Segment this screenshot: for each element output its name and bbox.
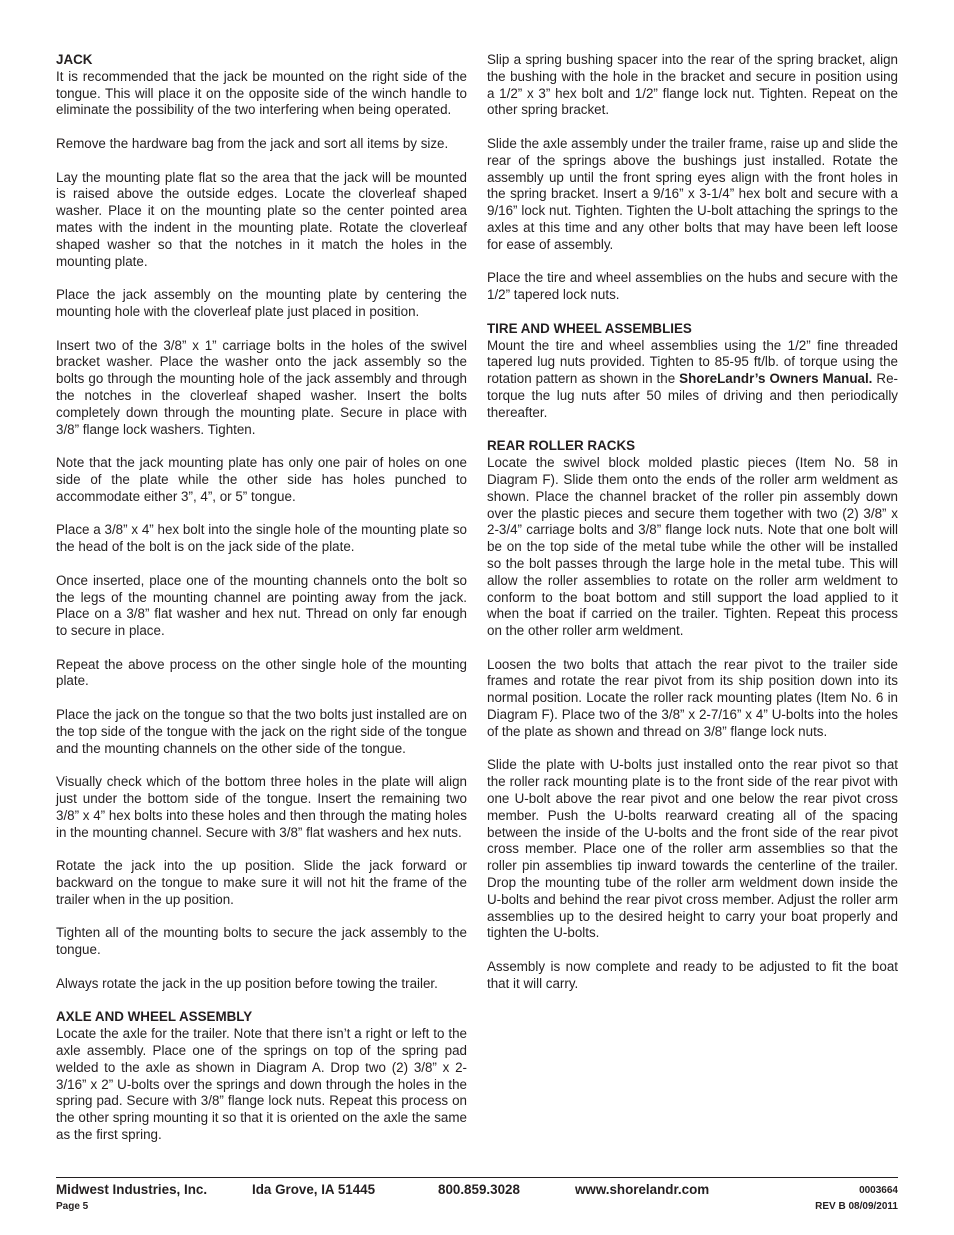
- section-rear-roller-racks: [487, 438, 898, 992]
- footer-revision: REV B 08/09/2011: [815, 1201, 898, 1212]
- paragraph: Loosen the two bolts that attach the rear pivot to the trailer side frames and rotate the rear pivot from its ship position down into its normal position. Locate the roller rack mounting plates (Item No. 6 in Diagram F). Place two of the 3/8” x 2-7/16” x 4” U-bolts into the holes of the plate as shown and thread on 3/8” flange lock nuts.: [487, 656, 898, 739]
- paragraph: Once inserted, place one of the mounting channels onto the bolt so the legs of the mounting channel are pointing away from the jack. Place on a 3/8” flat washer and hex nut. Thread on only far enough to secure in place.: [56, 572, 467, 639]
- paragraph: Rotate the jack into the up position. Slide the jack forward or backward on the tongue to make sure it will not hit the frame of the trailer when in the up position.: [56, 858, 467, 907]
- paragraph: Always rotate the jack in the up position before towing the trailer.: [56, 975, 438, 991]
- section-heading: JACK: [56, 52, 93, 67]
- paragraph: It is recommended that the jack be mounted on the right side of the tongue. This will place it on the opposite side of the winch handle to eliminate the possibility of the two interfering when being operated.: [56, 68, 467, 118]
- paragraph: Mount the tire and wheel assemblies using the 1/2” fine threaded tapered lug nuts provided. Tighten to 85-95 ft/lb. of torque using the rotation pattern as shown in the ShoreLandr’s Owners Manual. Re-torque the lug nuts after 50 miles of driving and then periodically thereafter.: [487, 337, 898, 420]
- footer-divider: [56, 1177, 898, 1178]
- paragraph: Assembly is now complete and ready to be adjusted to fit the boat that it will carry.: [487, 959, 898, 991]
- section-heading: TIRE AND WHEEL ASSEMBLIES: [487, 320, 692, 336]
- paragraph: Tighten all of the mounting bolts to secure the jack assembly to the tongue.: [56, 925, 467, 958]
- footer-location: Ida Grove, IA 51445: [252, 1182, 376, 1197]
- paragraph: Insert two of the 3/8” x 1” carriage bolts in the holes of the swivel bracket washer. Place the washer onto the jack assembly so the bolts go through the mounting hole of the jack assembly and through the notches in the cloverleaf shaped washer. Insert the bolts completely down through the mounting plate. Secure in place with 3/8” flange lock washers. Tighten.: [56, 337, 467, 437]
- left-column: [56, 52, 467, 1161]
- paragraph: Locate the axle for the trailer. Note that there isn’t a right or left to the axle assembly. Place one of the springs on top of the spring pad welded to the axle as shown in Diagram A. Drop two (2) 3/8” x 2-3/16” x 2” U-bolts over the springs and down through the holes in the spring pad. Secure with 3/8” flange lock nuts. Repeat this process on the other spring mounting it so that it is oriented on the axle the same as the first spring.: [56, 1026, 467, 1142]
- paragraph: Note that the jack mounting plate has only one pair of holes on one side of the plate while the other side has holes punched to accommodate either 3”, 4”, or 5” tongue.: [56, 455, 467, 504]
- manual-reference: ShoreLandr’s Owners Manual.: [679, 371, 873, 387]
- section-axle-and-wheel-assembly: [56, 1009, 467, 1143]
- footer-part-number: 0003664: [859, 1185, 898, 1196]
- paragraph: Slip a spring bushing spacer into the rear of the spring bracket, align the bushing with the hole in the bracket and secure in position using a 1/2” x 3” hex bolt and 1/2” flange lock nut. Tighten. Repeat on the other spring bracket.: [487, 52, 898, 118]
- paragraph: Slide the plate with U-bolts just installed onto the rear pivot so that the roller rack mounting plate is to the front side of the rear pivot with one U-bolt above the rear pivot and one below the rear pivot cross member. Push the U-bolts rearward creating all of the spacing between the inside of the U-bolts and the front side of the rear pivot cross member. Place one of the roller arm assemblies so that the roller pin assemblies tip inward towards the centerline of the trailer. Drop the mounting tube of the roller arm weldment down inside the U-bolts and behind the rear pivot cross member. Adjust the roller arm assemblies up to the desired height to carry your boat properly and tighten the U-bolts.: [487, 757, 898, 941]
- paragraph: Slide the axle assembly under the trailer frame, raise up and slide the rear of the springs above the bushings just installed. Rotate the assembly up until the front spring eyes align with the front holes in the spring bracket. Insert a 9/16” x 3-1/4” hex bolt and secure with a 9/16” lock nut. Tighten. Tighten the U-bolt attaching the springs to the axles at this time and any other bolts that may have been left loose for ease of assembly.: [487, 135, 898, 252]
- section-jack: [56, 52, 467, 993]
- paragraph: Visually check which of the bottom three holes in the plate will align just under the bottom side of the tongue. Insert the remaining two 3/8” x 4” hex bolts into these holes and then through the mating holes in the mounting channel. Secure with 3/8” flat washers and hex nuts.: [56, 774, 467, 840]
- footer-meta-row: [56, 1201, 898, 1215]
- paragraph: Place the jack on the tongue so that the two bolts just installed are on the top side of the tongue with the jack on the right side of the tongue and the mounting channels on the other side of the tongue.: [56, 707, 467, 756]
- paragraph: Locate the swivel block molded plastic pieces (Item No. 58 in Diagram F). Slide them onto the ends of the roller arm weldment as shown. Place the channel bracket of the roller pin assembly down over the plastic pieces and secure them together with two (2) 3/8” x 2-3/4” carriage bolts and 3/8” flange lock nuts. Note that one bolt will be on the top side of the metal tube while the other will be installed so the bolt passes through the large hole in the metal tube. This will allow the roller assemblies to rotate on the roller arm weldment to conform to the boat bottom and still support the load applied to it when the boat if carried on the trailer. Tighten. Repeat this process on the other roller arm weldment.: [487, 455, 898, 639]
- section-heading: REAR ROLLER RACKS: [487, 438, 636, 454]
- footer-contact-row: [56, 1182, 898, 1200]
- right-column: [487, 52, 898, 1009]
- paragraph: Remove the hardware bag from the jack and sort all items by size.: [56, 135, 449, 151]
- paragraph: Repeat the above process on the other single hole of the mounting plate.: [56, 656, 467, 689]
- footer-company: Midwest Industries, Inc.: [56, 1182, 208, 1197]
- paragraph: Place the tire and wheel assemblies on the hubs and secure with the 1/2” tapered lock nuts.: [487, 270, 898, 303]
- footer-phone: 800.859.3028: [438, 1182, 520, 1197]
- paragraph: Lay the mounting plate flat so the area that the jack will be mounted is raised above the outside edges. Locate the cloverleaf shaped washer. Place it on the mounting plate so the center pointed area mates with the indent in the mounting plate. Rotate the cloverleaf shaped washer so that the notches in it match the holes in the mounting plate.: [56, 169, 467, 269]
- footer-page-number: Page 5: [56, 1201, 89, 1212]
- paragraph: Place a 3/8” x 4” hex bolt into the single hole of the mounting plate so the head of the bolt is on the jack side of the plate.: [56, 522, 467, 555]
- paragraph: Place the jack assembly on the mounting plate by centering the mounting hole with the cloverleaf plate just placed in position.: [56, 287, 467, 319]
- section-heading: AXLE AND WHEEL ASSEMBLY: [56, 1009, 253, 1025]
- section-axle-continued: [487, 52, 898, 304]
- section-tire-and-wheel-assemblies: [487, 321, 898, 422]
- footer-website: www.shorelandr.com: [575, 1182, 710, 1197]
